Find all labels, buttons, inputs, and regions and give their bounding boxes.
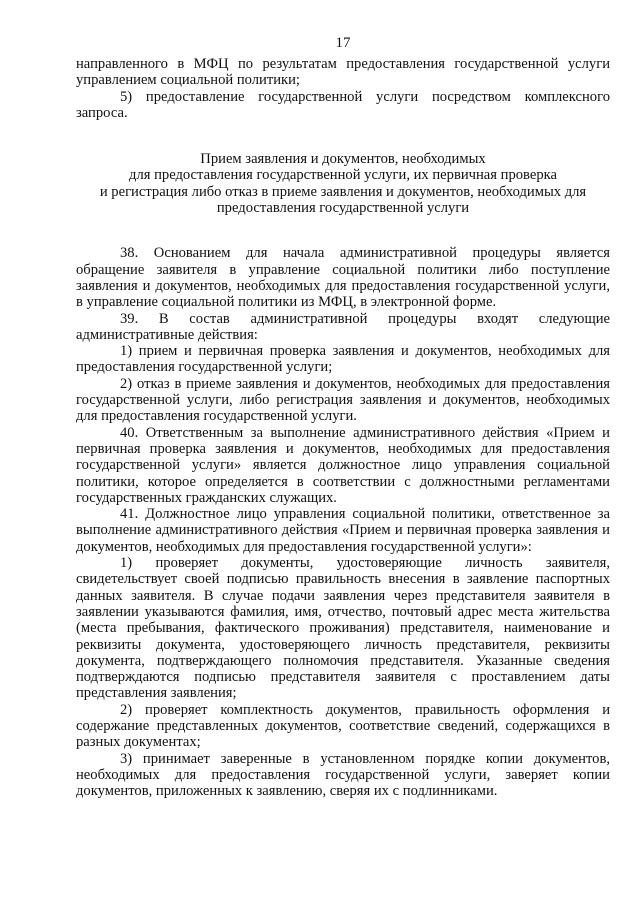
paragraph-continuation: направленного в МФЦ по результатам предоставления государственной услуги управлением социальной политики; bbox=[76, 56, 610, 89]
heading-line: предоставления государственной услуги bbox=[216, 200, 470, 217]
heading-line: и регистрация либо отказ в приеме заявления и документов, необходимых для bbox=[99, 183, 587, 200]
paragraph-41-item-3: 3) принимает заверенные в установленном порядке копии документов, необходимых для предоставления государственной услуги, заверяет копии документов, приложенных к заявлению, сверяя их с подлинниками. bbox=[76, 750, 610, 800]
section-heading bbox=[76, 151, 610, 216]
heading-line: для предоставления государственной услуги, их первичная проверка bbox=[129, 167, 557, 184]
page-number: 17 bbox=[335, 35, 351, 51]
paragraph-38: 38. Основанием для начала административной процедуры является обращение заявителя в управление социальной политики либо поступление заявления и документов, необходимых для предоставления государственной услуги, в управление социальной политики из МФЦ, в электронной форме. bbox=[76, 245, 610, 311]
paragraph-41: 41. Должностное лицо управления социальной политики, ответственное за выполнение административного действия «Прием и первичная проверка заявления и документов, необходимых для предоставления государственной услуги»: bbox=[76, 506, 610, 555]
heading-line: Прием заявления и документов, необходимых bbox=[200, 151, 486, 168]
document-page bbox=[76, 34, 610, 799]
paragraph-39-item-1: 1) прием и первичная проверка заявления и документов, необходимых для предоставления государственной услуги; bbox=[76, 343, 610, 376]
paragraph-item-5: 5) предоставление государственной услуги посредством комплексного запроса. bbox=[76, 88, 610, 121]
paragraph-39: 39. В состав административной процедуры входят следующие административные действия: bbox=[76, 310, 610, 343]
paragraph-39-item-2: 2) отказ в приеме заявления и документов, необходимых для предоставления государственной услуги, либо регистрация заявления и документов, необходимых для предоставления государственной услуги. bbox=[76, 375, 610, 425]
paragraph-41-item-1: 1) проверяет документы, удостоверяющие личность заявителя, свидетельствует своей подписью правильность внесения в заявление паспортных данных заявителя. В случае подачи заявления через представителя заявителя в заявлении указываются фамилия, имя, отчество, почтовый адрес места жительства (места пребывания, фактического проживания) представителя, наименование и реквизиты документа, удостоверяющего личность представителя, реквизиты документа, подтверждающего полномочия представителя. Указанные сведения подтверждаются подписью представителя заявителя с проставлением даты представления заявления; bbox=[76, 555, 610, 702]
paragraph-40: 40. Ответственным за выполнение административного действия «Прием и первичная проверка заявления и документов, необходимых для предоставления государственной услуги» является должностное лицо управления социальной политики, которое определяется в соответствии с должностными регламентами государственных гражданских служащих. bbox=[76, 424, 610, 506]
paragraph-41-item-2: 2) проверяет комплектность документов, правильность оформления и содержание представленных документов, соответствие сведений, содержащихся в разных документах; bbox=[76, 701, 610, 751]
